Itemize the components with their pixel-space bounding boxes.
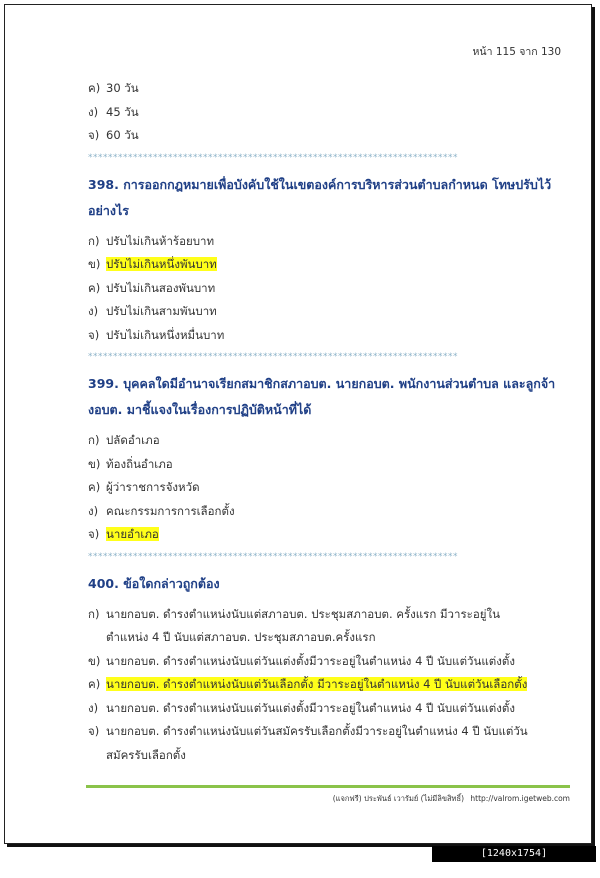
- option-letter: ข): [88, 653, 101, 668]
- option-letter: จ): [88, 724, 100, 738]
- q399-option-c: [88, 476, 568, 500]
- option-letter: ก): [88, 233, 100, 248]
- option-letter: ง): [88, 700, 99, 715]
- separator: **************************************************************************: [88, 551, 458, 562]
- answer-highlight: [88, 677, 528, 691]
- q398-option-c: [88, 277, 568, 301]
- q400-option-d: [88, 697, 568, 721]
- q400-option-e-cont: [88, 744, 568, 768]
- option-letter: ง): [88, 503, 99, 518]
- answer-highlight: [88, 257, 217, 271]
- option-letter: จ): [88, 527, 100, 541]
- footer: [333, 793, 570, 805]
- question-398: 398. การออกกฎหมายเพื่อบังคับใช้ในเขตองค์การบริหารส่วนตำบลกำหนด โทษปรับไว้อย่างไร: [88, 176, 552, 218]
- q400-option-a: [88, 603, 568, 627]
- separator: **************************************************************************: [88, 152, 458, 163]
- q399-option-e-answer: [88, 523, 568, 547]
- option-d: [88, 101, 568, 125]
- option-text: นายกอบต. ดำรงตำแหน่งนับแต่สภาอบต. ประชุมสภาอบต. ครั้งแรก มีวาระอยู่ใน: [106, 606, 500, 621]
- option-text: ปลัดอำเภอ: [106, 433, 160, 447]
- option-text: ผู้ว่าราชการจังหวัด: [106, 480, 200, 494]
- option-text: ปรับไม่เกินห้าร้อยบาท: [106, 233, 215, 248]
- option-text-continuation: สมัครรับเลือกตั้ง: [106, 747, 186, 762]
- option-text: คณะกรรมการการเลือกตั้ง: [106, 503, 235, 518]
- q398-option-b-answer: [88, 253, 568, 277]
- q399-option-a: [88, 429, 568, 453]
- q400-option-b: [88, 650, 568, 674]
- footer-author: (แจกฟรี) ประพันธ์ เวารัมย์ (ไม่มีลิขสิทธิ์): [332, 794, 464, 803]
- footer-rule: [86, 785, 570, 788]
- q398-option-e: [88, 324, 568, 348]
- option-letter: จ): [88, 128, 100, 142]
- option-letter: ก): [88, 433, 100, 447]
- option-text: ท้องถิ่นอำเภอ: [106, 456, 173, 471]
- q399-option-b: [88, 453, 568, 477]
- option-text: นายกอบต. ดำรงตำแหน่งนับแต่วันเลือกตั้ง มีวาระอยู่ในตำแหน่ง 4 ปี นับแต่วันเลือกตั้ง: [106, 677, 528, 691]
- option-letter: ก): [88, 606, 100, 621]
- q400-option-c-answer: [88, 673, 568, 697]
- question-400: 400. ข้อใดกล่าวถูกต้อง: [88, 575, 220, 591]
- separator: **************************************************************************: [88, 352, 458, 362]
- option-letter: จ): [88, 327, 100, 342]
- option-text: ปรับไม่เกินสามพันบาท: [106, 304, 217, 318]
- q398-option-a: [88, 230, 568, 254]
- option-letter: ค): [88, 81, 101, 95]
- option-letter: ค): [88, 677, 101, 691]
- option-text: 60 วัน: [106, 128, 139, 142]
- page-content: [88, 77, 568, 767]
- option-letter: ง): [88, 104, 99, 119]
- option-text: นายกอบต. ดำรงตำแหน่งนับแต่วันแต่งตั้งมีวาระอยู่ในตำแหน่ง 4 ปี นับแต่วันแต่งตั้ง: [106, 653, 515, 668]
- option-letter: ข): [88, 257, 101, 271]
- option-text: นายอำเภอ: [106, 527, 159, 541]
- option-text-continuation: ตำแหน่ง 4 ปี นับแต่สภาอบต. ประชุมสภาอบต.ครั้งแรก: [106, 630, 376, 644]
- option-letter: ง): [88, 304, 99, 318]
- option-letter: ค): [88, 280, 101, 295]
- option-c: [88, 77, 568, 101]
- option-text: นายกอบต. ดำรงตำแหน่งนับแต่วันแต่งตั้งมีวาระอยู่ในตำแหน่ง 4 ปี นับแต่วันแต่งตั้ง: [106, 700, 515, 715]
- image-host-watermark: [1240x1754] https://upic.me/: [432, 846, 596, 862]
- footer-url[interactable]: http://valrom.igetweb.com: [470, 794, 570, 803]
- option-text: ปรับไม่เกินหนึ่งหมื่นบาท: [106, 327, 225, 342]
- q400-option-e: [88, 720, 568, 744]
- option-text: ปรับไม่เกินหนึ่งพันบาท: [106, 257, 217, 271]
- page-number: หน้า 115 จาก 130: [472, 46, 561, 58]
- option-text: นายกอบต. ดำรงตำแหน่งนับแต่วันสมัครรับเลือกตั้งมีวาระอยู่ในตำแหน่ง 4 ปี นับแต่วัน: [106, 724, 528, 738]
- option-letter: ค): [88, 480, 101, 494]
- q400-option-a-cont: [88, 626, 568, 650]
- option-text: ปรับไม่เกินสองพันบาท: [106, 280, 216, 295]
- option-text: 45 วัน: [106, 104, 139, 119]
- answer-highlight: [88, 527, 159, 541]
- q398-option-d: [88, 300, 568, 324]
- option-e: [88, 124, 568, 148]
- option-letter: ข): [88, 456, 101, 471]
- q399-option-d: [88, 500, 568, 524]
- question-399: 399. บุคคลใดมีอำนาจเรียกสมาชิกสภาอบต. นายกอบต. พนักงานส่วนตำบล และลูกจ้างอบต. มาชี้แจงในเรื่องการปฏิบัติหน้าที่ได้: [88, 376, 556, 417]
- option-text: 30 วัน: [106, 81, 139, 95]
